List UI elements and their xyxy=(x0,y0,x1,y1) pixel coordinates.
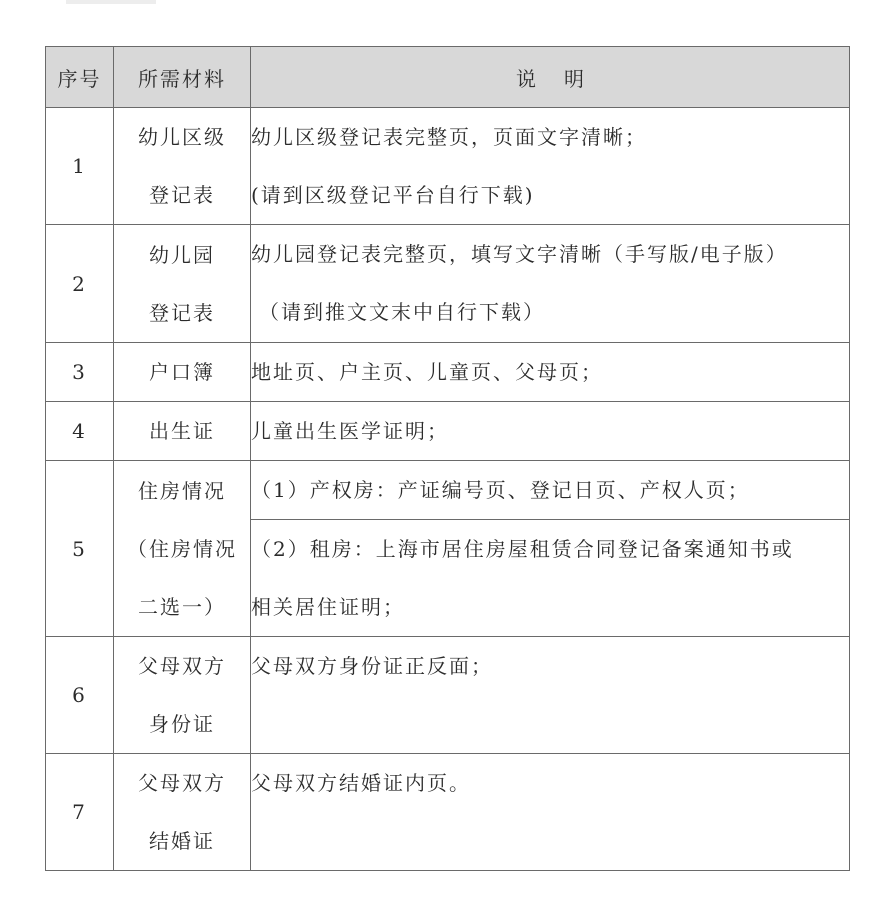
material-line: 户口簿 xyxy=(149,360,215,384)
required-materials-table xyxy=(45,46,850,871)
row-index: 5 xyxy=(46,461,114,637)
table-row xyxy=(46,343,850,402)
material-line: 登记表 xyxy=(149,300,215,325)
row-material xyxy=(114,402,251,461)
material-line: 幼儿园 xyxy=(149,242,215,267)
header-index: 序号 xyxy=(46,47,114,108)
description-line: （1）产权房：产证编号页、登记日页、产权人页； xyxy=(251,478,750,502)
row-index: 6 xyxy=(46,637,114,754)
header-description-label: 说明 xyxy=(516,66,612,91)
material-line: 出生证 xyxy=(149,419,215,443)
row-index: 4 xyxy=(46,402,114,461)
row-description xyxy=(251,343,850,402)
top-edge-smudge xyxy=(66,0,156,4)
table-row xyxy=(46,108,850,225)
description-line: 幼儿区级登记表完整页，页面文字清晰； xyxy=(251,125,647,149)
row-description-option-2 xyxy=(251,520,850,637)
description-line: 儿童出生医学证明； xyxy=(251,419,449,443)
row-material xyxy=(114,461,251,637)
row-description xyxy=(251,225,850,343)
row-description xyxy=(251,754,850,871)
material-line: 幼儿区级 xyxy=(138,125,226,149)
material-line: 身份证 xyxy=(149,712,215,736)
description-line: （2）租房：上海市居住房屋租赁合同登记备案通知书或 xyxy=(251,537,794,561)
table-row xyxy=(46,225,850,343)
table-row xyxy=(46,637,850,754)
header-description xyxy=(251,47,850,108)
row-material xyxy=(114,225,251,343)
row-index: 3 xyxy=(46,343,114,402)
table-row xyxy=(46,402,850,461)
material-line: 结婚证 xyxy=(149,829,215,853)
row-index: 7 xyxy=(46,754,114,871)
material-line: 二选一） xyxy=(138,594,226,619)
material-line: （住房情况 xyxy=(127,536,237,561)
row-index: 1 xyxy=(46,108,114,225)
material-line: 登记表 xyxy=(149,183,215,207)
material-line: 父母双方 xyxy=(138,654,226,678)
description-line: 地址页、户主页、儿童页、父母页； xyxy=(251,360,603,384)
description-line: 幼儿园登记表完整页，填写文字清晰（手写版/电子版） xyxy=(251,242,788,266)
description-line: 父母双方身份证正反面； xyxy=(251,654,493,678)
row-description-option-1 xyxy=(251,461,850,520)
description-line: （请到推文文末中自行下载） xyxy=(259,300,545,324)
description-line: 父母双方结婚证内页。 xyxy=(251,771,471,795)
row-material xyxy=(114,343,251,402)
row-description xyxy=(251,637,850,754)
material-line: 住房情况 xyxy=(138,478,226,503)
row-material xyxy=(114,637,251,754)
row-material xyxy=(114,754,251,871)
row-description xyxy=(251,108,850,225)
header-row xyxy=(46,47,850,108)
header-material: 所需材料 xyxy=(114,47,251,108)
table-row xyxy=(46,461,850,520)
row-material xyxy=(114,108,251,225)
row-index: 2 xyxy=(46,225,114,343)
table-header xyxy=(46,47,850,108)
material-line: 父母双方 xyxy=(138,771,226,795)
row-description xyxy=(251,402,850,461)
description-line: (请到区级登记平台自行下载) xyxy=(251,183,535,207)
description-line: 相关居住证明； xyxy=(251,595,405,619)
table-body xyxy=(46,108,850,871)
table-row xyxy=(46,754,850,871)
